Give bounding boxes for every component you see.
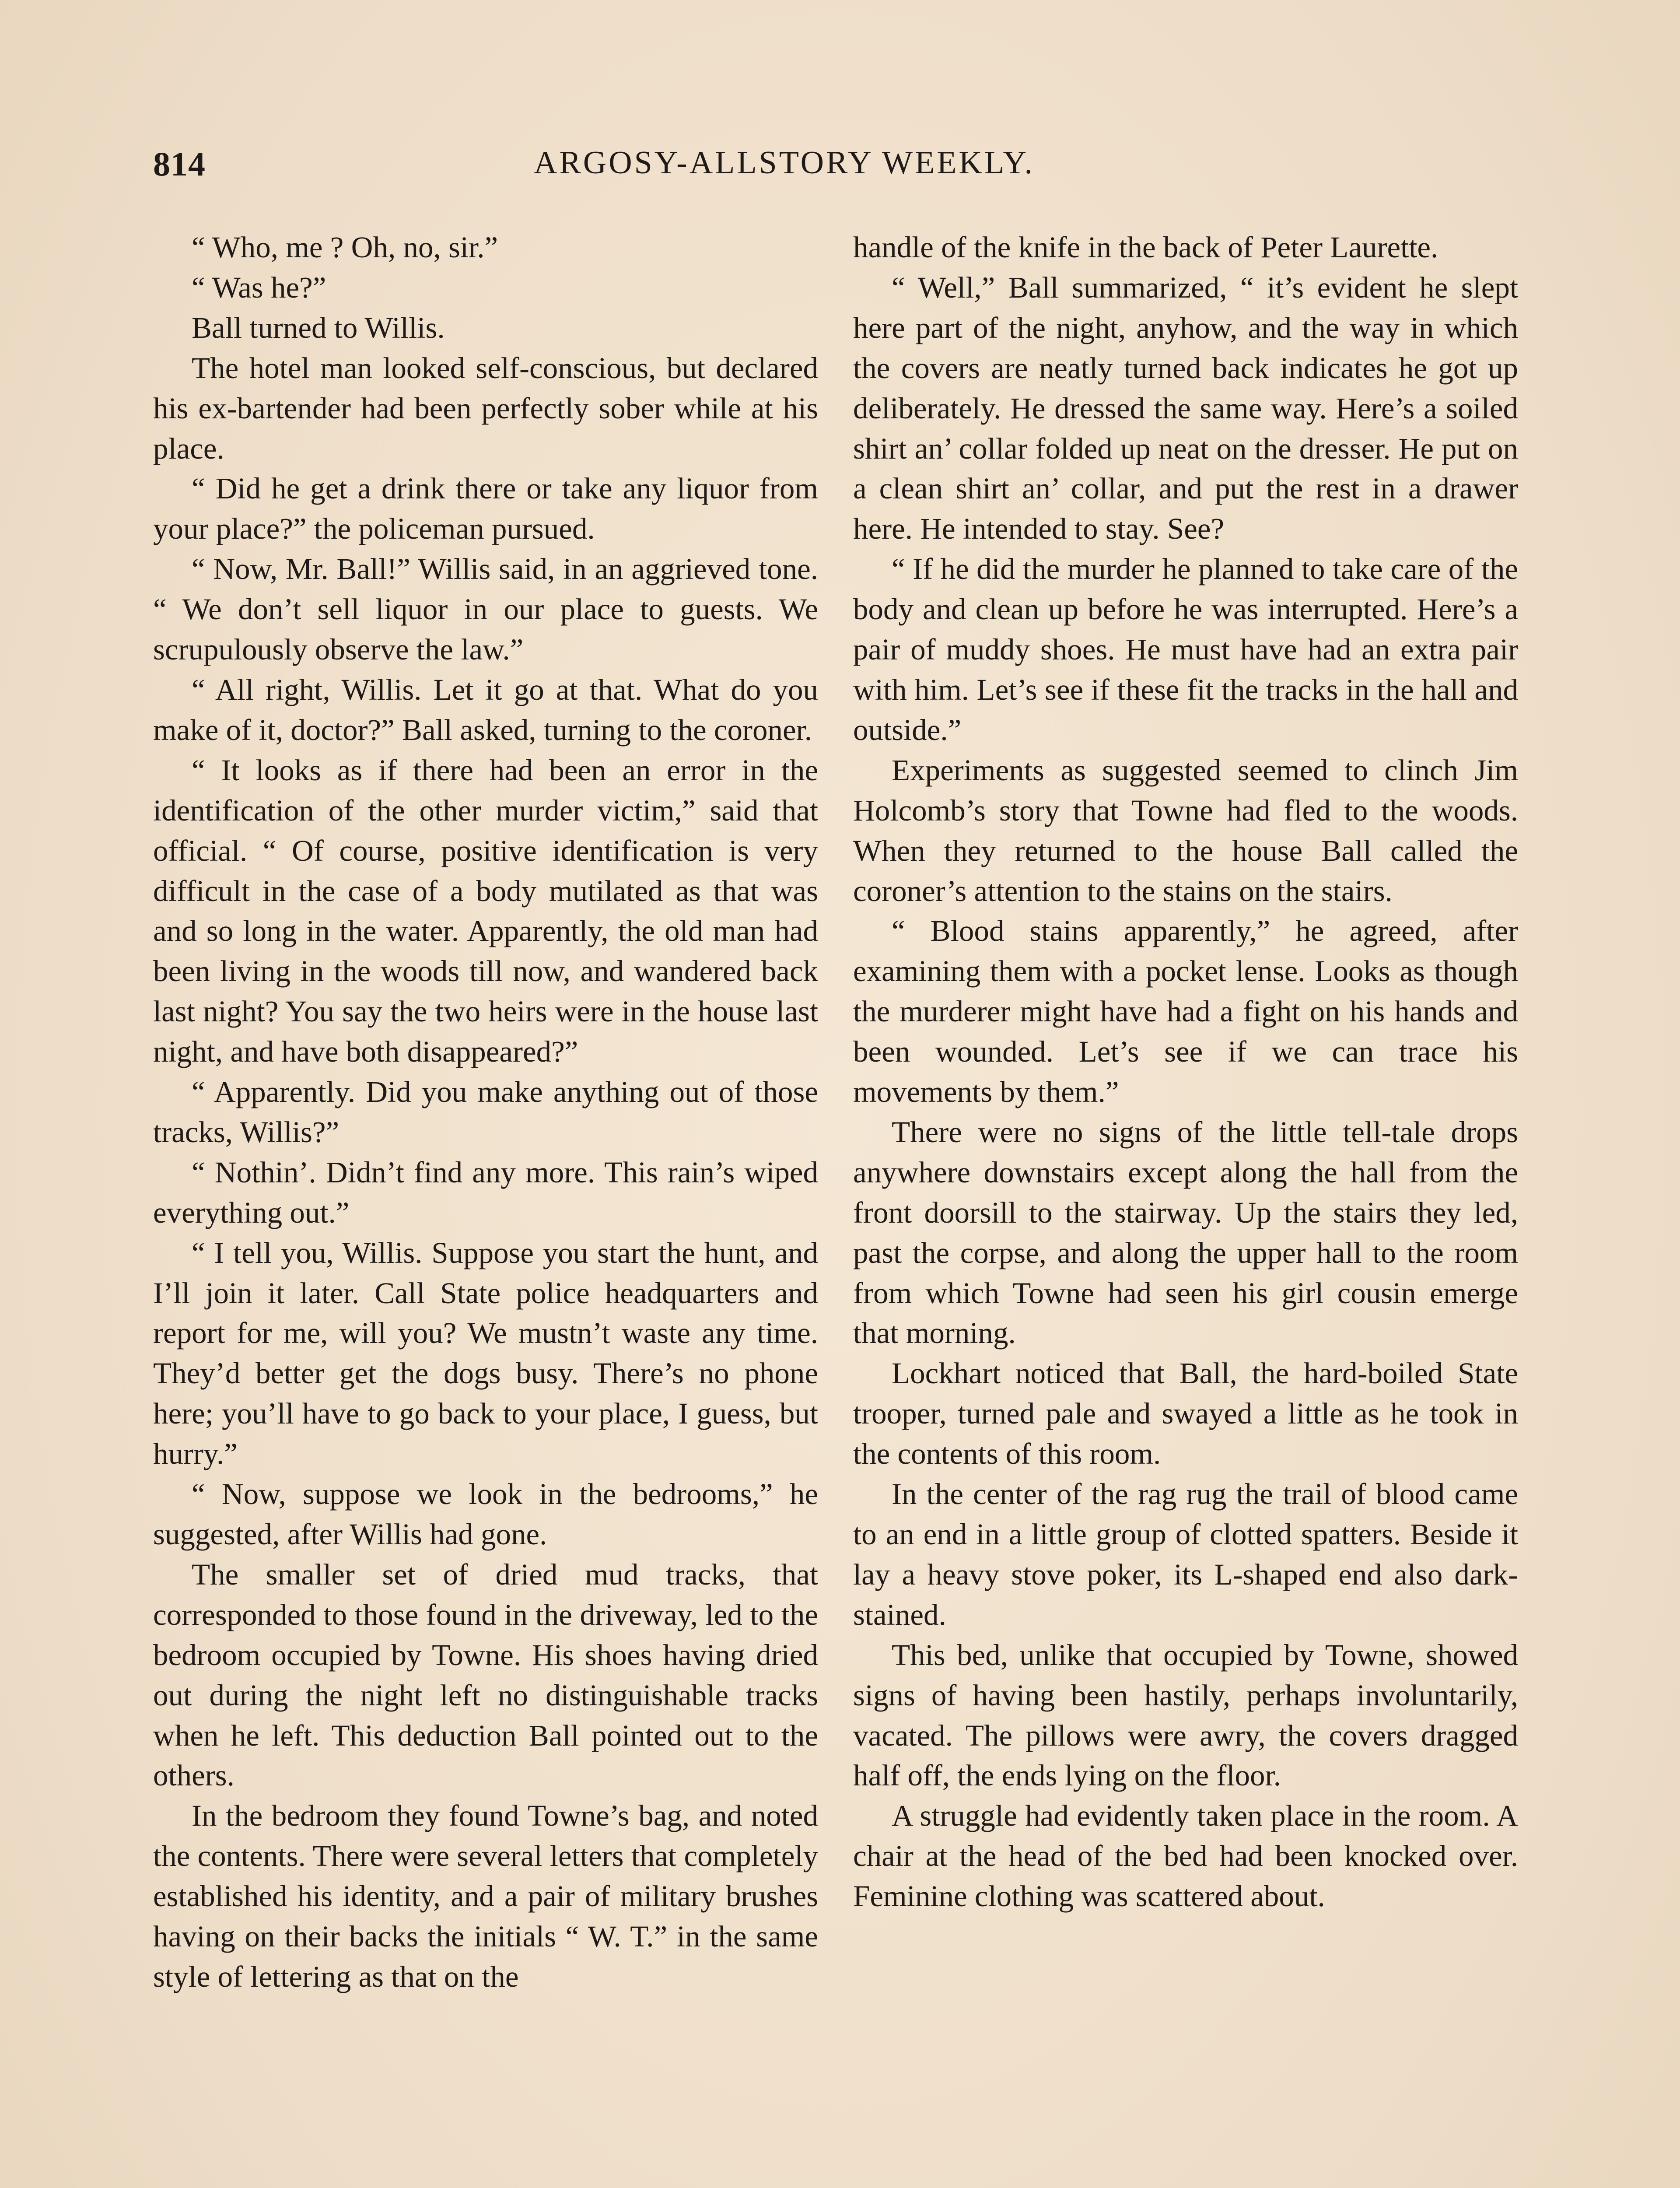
paragraph: “ Well,” Ball summarized, “ it’s evident he slept here part of the night, anyhow, and the way in which the covers are neatly turned back indicates he got up deliberately. He dressed the same way. Here’s a soiled shirt an’ collar folded up neat on the dresser. He put on a clean shirt an’ collar, and put the rest in a drawer here. He intended to stay. See? <box>853 270 1518 546</box>
left-column <box>153 228 818 1997</box>
paragraph: “ Who, me ? Oh, no, sir.” <box>192 231 498 264</box>
paragraph: In the bedroom they found Towne’s bag, and noted the contents. There were several letters that completely established his identity, and a pair of military brushes having on their backs the initials “ W. T.” in the same style of lettering as that on the <box>153 1799 818 1993</box>
paragraph: There were no signs of the little tell-tale drops anywhere downstairs except along the hall from the front doorsill to the stairway. Up the stairs they led, past the corpse, and along the upper hall to the room from which Towne had seen his girl cousin emerge that morning. <box>853 1115 1518 1350</box>
running-title: ARGOSY-ALLSTORY WEEKLY. <box>534 145 1035 181</box>
paragraph: The hotel man looked self-conscious, but declared his ex-bartender had been perfectly sober while at his place. <box>153 351 818 465</box>
paragraph: “ It looks as if there had been an error in the identification of the other murder victim,” said that official. “ Of course, positive identification is very difficult in the case of a body mutilated as that was and so long in the water. Apparently, the old man had been living in the woods till now, and wandered back last night? You say the two heirs were in the house last night, and have both disappeared?” <box>153 753 818 1069</box>
paragraph: “ Blood stains apparently,” he agreed, after examining them with a pocket lense. Looks as though the murderer might have had a fight on his hands and been wounded. Let’s see if we can trace his movements by them.” <box>853 914 1518 1109</box>
page-number: 814 <box>153 145 206 183</box>
paragraph: Experiments as suggested seemed to clinch Jim Holcomb’s story that Towne had fled to the woods. When they returned to the house Ball called the coroner’s attention to the stains on the stairs. <box>853 753 1518 908</box>
paragraph: The smaller set of dried mud tracks, that corresponded to those found in the driveway, led to the bedroom occupied by Towne. His shoes having dried out during the night left no distinguishable tracks when he left. This deduction Ball pointed out to the others. <box>153 1557 818 1792</box>
paragraph-continued: handle of the knife in the back of Peter Laurette. <box>853 231 1438 264</box>
paragraph: This bed, unlike that occupied by Towne, showed signs of having been hastily, perhaps involuntarily, vacated. The pillows were awry, the covers dragged half off, the ends lying on the floor. <box>853 1638 1518 1792</box>
paragraph: “ Did he get a drink there or take any liquor from your place?” the policeman pursued. <box>153 472 818 546</box>
paragraph: A struggle had evidently taken place in the room. A chair at the head of the bed had been knocked over. Feminine clothing was scattered about. <box>853 1799 1518 1913</box>
right-column <box>853 228 1518 1917</box>
paragraph: “ If he did the murder he planned to take care of the body and clean up before he was interrupted. Here’s a pair of muddy shoes. He must have had an extra pair with him. Let’s see if these fit the tracks in the hall and outside.” <box>853 552 1518 747</box>
paragraph: “ Nothin’. Didn’t find any more. This rain’s wiped everything out.” <box>153 1155 818 1229</box>
paragraph: Ball turned to Willis. <box>192 311 445 344</box>
page-header <box>153 144 1536 193</box>
paragraph: “ I tell you, Willis. Suppose you start the hunt, and I’ll join it later. Call State police headquarters and report for me, will you? We mustn’t waste any time. They’d better get the dogs busy. There’s no phone here; you’ll have to go back to your place, I guess, but hurry.” <box>153 1236 818 1471</box>
paragraph: Lockhart noticed that Ball, the hard-boiled State trooper, turned pale and swayed a little as he took in the contents of this room. <box>853 1357 1518 1471</box>
paragraph: “ Was he?” <box>192 270 326 304</box>
paragraph: “ Now, suppose we look in the bedrooms,” he suggested, after Willis had gone. <box>153 1477 818 1551</box>
paragraph: “ Apparently. Did you make anything out of those tracks, Willis?” <box>153 1075 818 1149</box>
paragraph: “ Now, Mr. Ball!” Willis said, in an aggrieved tone. “ We don’t sell liquor in our place to guests. We scrupulously observe the law.” <box>153 552 818 666</box>
paragraph: “ All right, Willis. Let it go at that. What do you make of it, doctor?” Ball asked, turning to the coroner. <box>153 673 818 747</box>
paragraph: In the center of the rag rug the trail of blood came to an end in a little group of clotted spatters. Beside it lay a heavy stove poker, its L-shaped end also dark-stained. <box>853 1477 1518 1631</box>
